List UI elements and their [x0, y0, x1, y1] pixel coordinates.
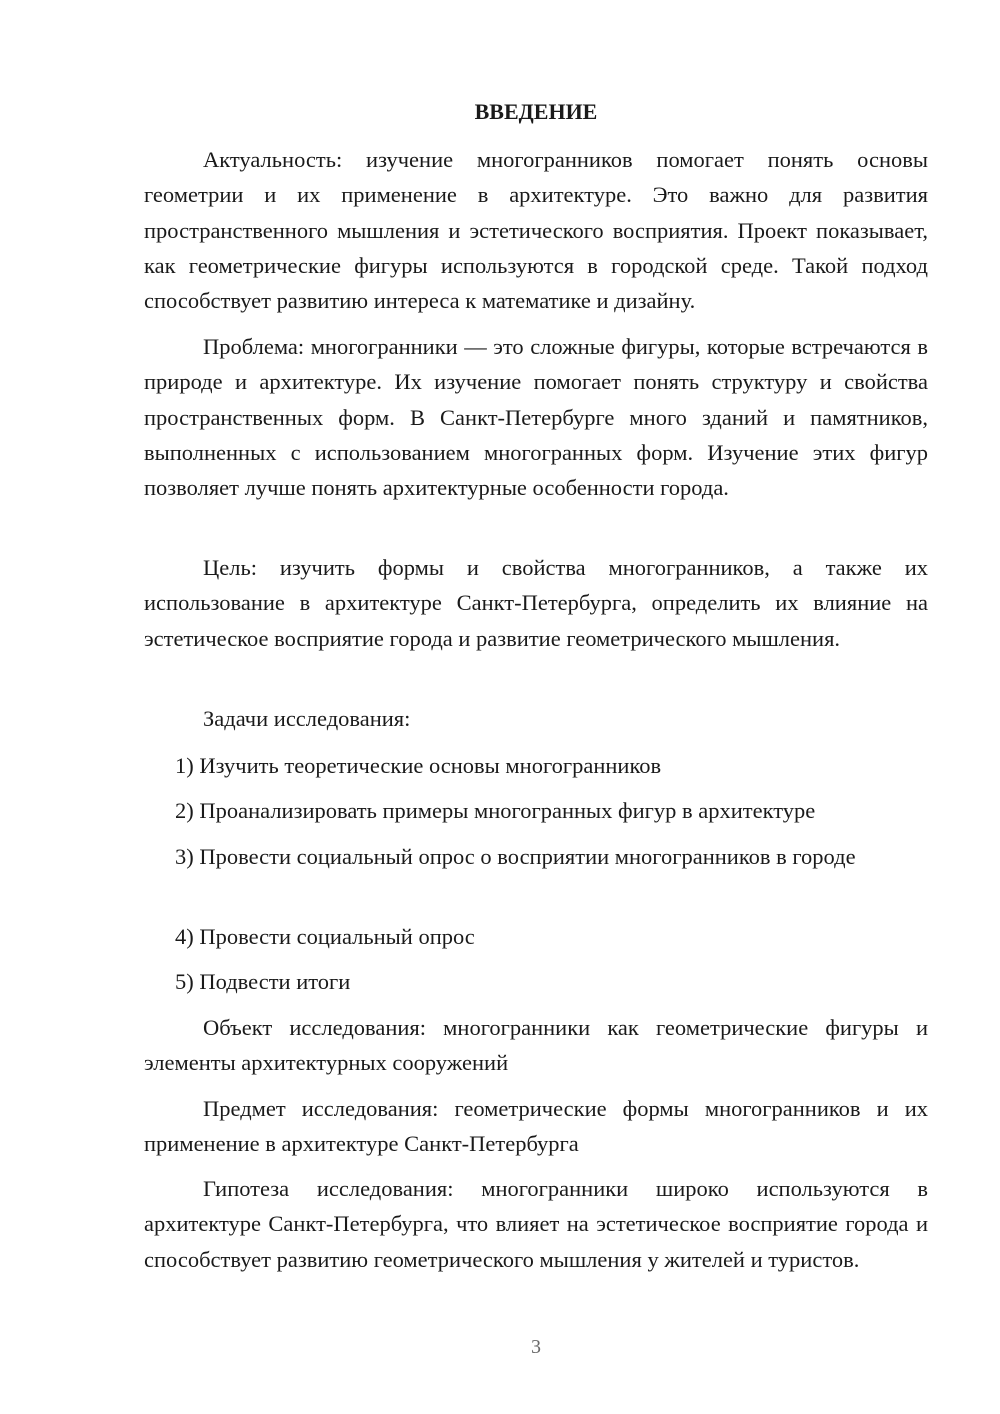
document-page — [144, 0, 928, 1414]
problem-paragraph: Проблема: многогранники — это сложные фигуры, которые встречаются в природе и архитектуре. Их изучение помогает понять структуру и свойства пространственных форм. В Санкт-Петербурге много зданий и памятников, выполненных с использованием многогранных форм. Изучение этих фигур позволяет лучше понять архитектурные особенности города. — [144, 334, 928, 501]
task-item-2: 2) Проанализировать примеры многогранных фигур в архитектуре — [175, 798, 816, 823]
hypothesis-paragraph: Гипотеза исследования: многогранники широко используются в архитектуре Санкт-Петербурга, что влияет на эстетическое восприятие города и способствует развитию геометрического мышления у жителей и туристов. — [144, 1176, 928, 1272]
section-title: ВВЕДЕНИЕ — [474, 99, 598, 124]
subject-paragraph: Предмет исследования: геометрические формы многогранников и их применение в архитектуре Санкт-Петербурга — [144, 1096, 928, 1157]
task-item-3: 3) Провести социальный опрос о восприятии многогранников в городе — [175, 844, 856, 869]
relevance-paragraph: Актуальность: изучение многогранников помогает понять основы геометрии и их применение в архитектуре. Это важно для развития пространственного мышления и эстетического восприятия. Проект показывает, как геометрические фигуры используются в городской среде. Такой подход способствует развитию интереса к математике и дизайну. — [144, 147, 928, 314]
goal-paragraph: Цель: изучить формы и свойства многогранников, а также их использование в архитектуре Санкт-Петербурга, определить их влияние на эстетическое восприятие города и развитие геометрического мышления. — [144, 555, 928, 651]
object-paragraph: Объект исследования: многогранники как геометрические фигуры и элементы архитектурных сооружений — [144, 1015, 928, 1076]
task-item-1: 1) Изучить теоретические основы многогранников — [175, 753, 662, 778]
page-number: 3 — [531, 1336, 541, 1358]
tasks-heading: Задачи исследования: — [203, 706, 411, 731]
task-item-4: 4) Провести социальный опрос — [175, 924, 475, 949]
task-item-5: 5) Подвести итоги — [175, 969, 351, 994]
